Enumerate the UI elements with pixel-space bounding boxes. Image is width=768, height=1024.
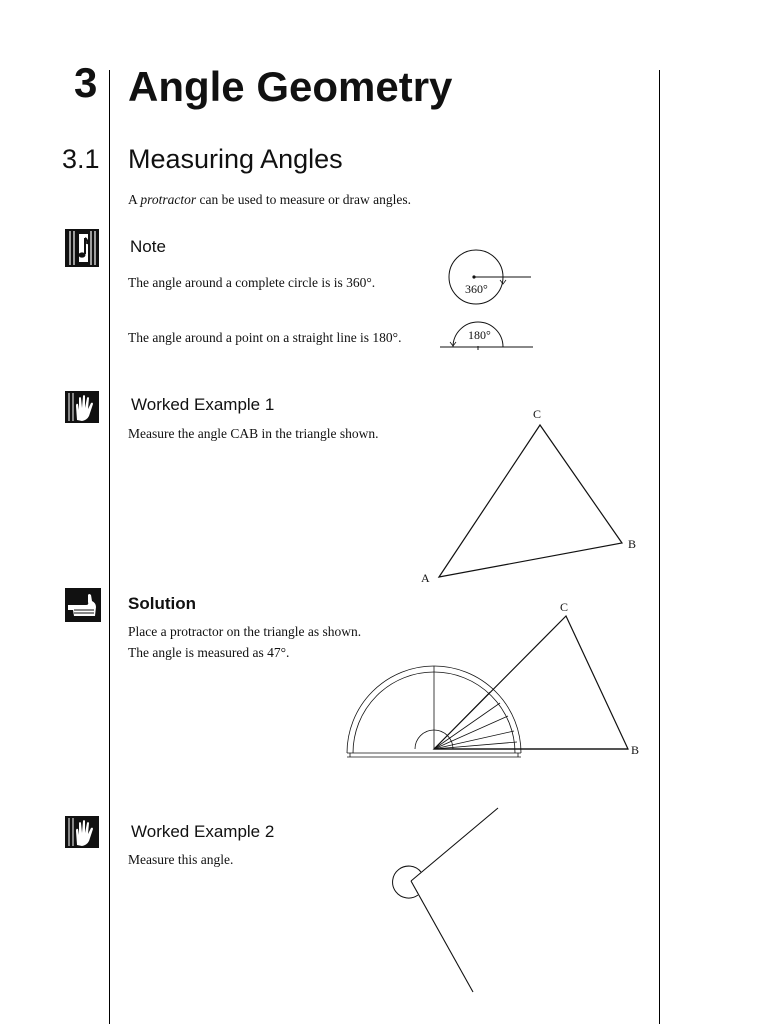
example1-text: Measure the angle CAB in the triangle shown. — [128, 426, 379, 441]
hand-icon — [64, 390, 100, 429]
triangle-cab-diagram — [415, 405, 645, 590]
intro-text-start: A — [128, 192, 141, 207]
example1-heading: Worked Example 1 — [131, 395, 275, 414]
section-title: Measuring Angles — [128, 144, 343, 174]
pointing-hand-icon — [64, 587, 102, 628]
example2-heading: Worked Example 2 — [131, 822, 275, 841]
note-line-2: The angle around a point on a straight line is 180°. — [128, 330, 402, 345]
hand-icon — [64, 815, 100, 854]
vertex-label-a: A — [421, 571, 430, 585]
reflex-angle-diagram — [380, 800, 510, 1000]
music-note-icon — [64, 228, 100, 273]
straight-line-diagram — [440, 322, 533, 350]
note-line-1: The angle around a complete circle is is 360°. — [128, 275, 376, 290]
vertex-label-b: B — [628, 537, 637, 551]
chapter-number: 3 — [74, 59, 98, 106]
intro-text-end: can be used to measure or draw angles. — [196, 192, 411, 207]
solution-vertex-label-c: C — [560, 600, 569, 614]
solution-line-2: The angle is measured as 47°. — [128, 645, 290, 660]
vertex-label-c: C — [533, 407, 542, 421]
solution-line-1: Place a protractor on the triangle as shown. — [128, 624, 362, 639]
chapter-title: Angle Geometry — [128, 63, 453, 110]
protractor — [347, 666, 521, 757]
line-angle-label: 180° — [468, 328, 491, 342]
example2-text: Measure this angle. — [128, 852, 234, 867]
intro-text — [128, 192, 411, 208]
note-angle-figures — [440, 242, 540, 357]
right-margin-rule — [659, 70, 660, 1024]
solution-heading: Solution — [128, 594, 196, 613]
solution-vertex-label-b: B — [631, 743, 640, 757]
protractor-diagram — [340, 598, 645, 768]
intro-term-protractor: protractor — [140, 192, 197, 207]
note-heading: Note — [130, 237, 166, 256]
section-number: 3.1 — [62, 144, 100, 174]
left-margin-rule — [109, 70, 110, 1024]
full-circle-diagram — [449, 250, 531, 304]
circle-angle-label: 360° — [465, 282, 488, 296]
